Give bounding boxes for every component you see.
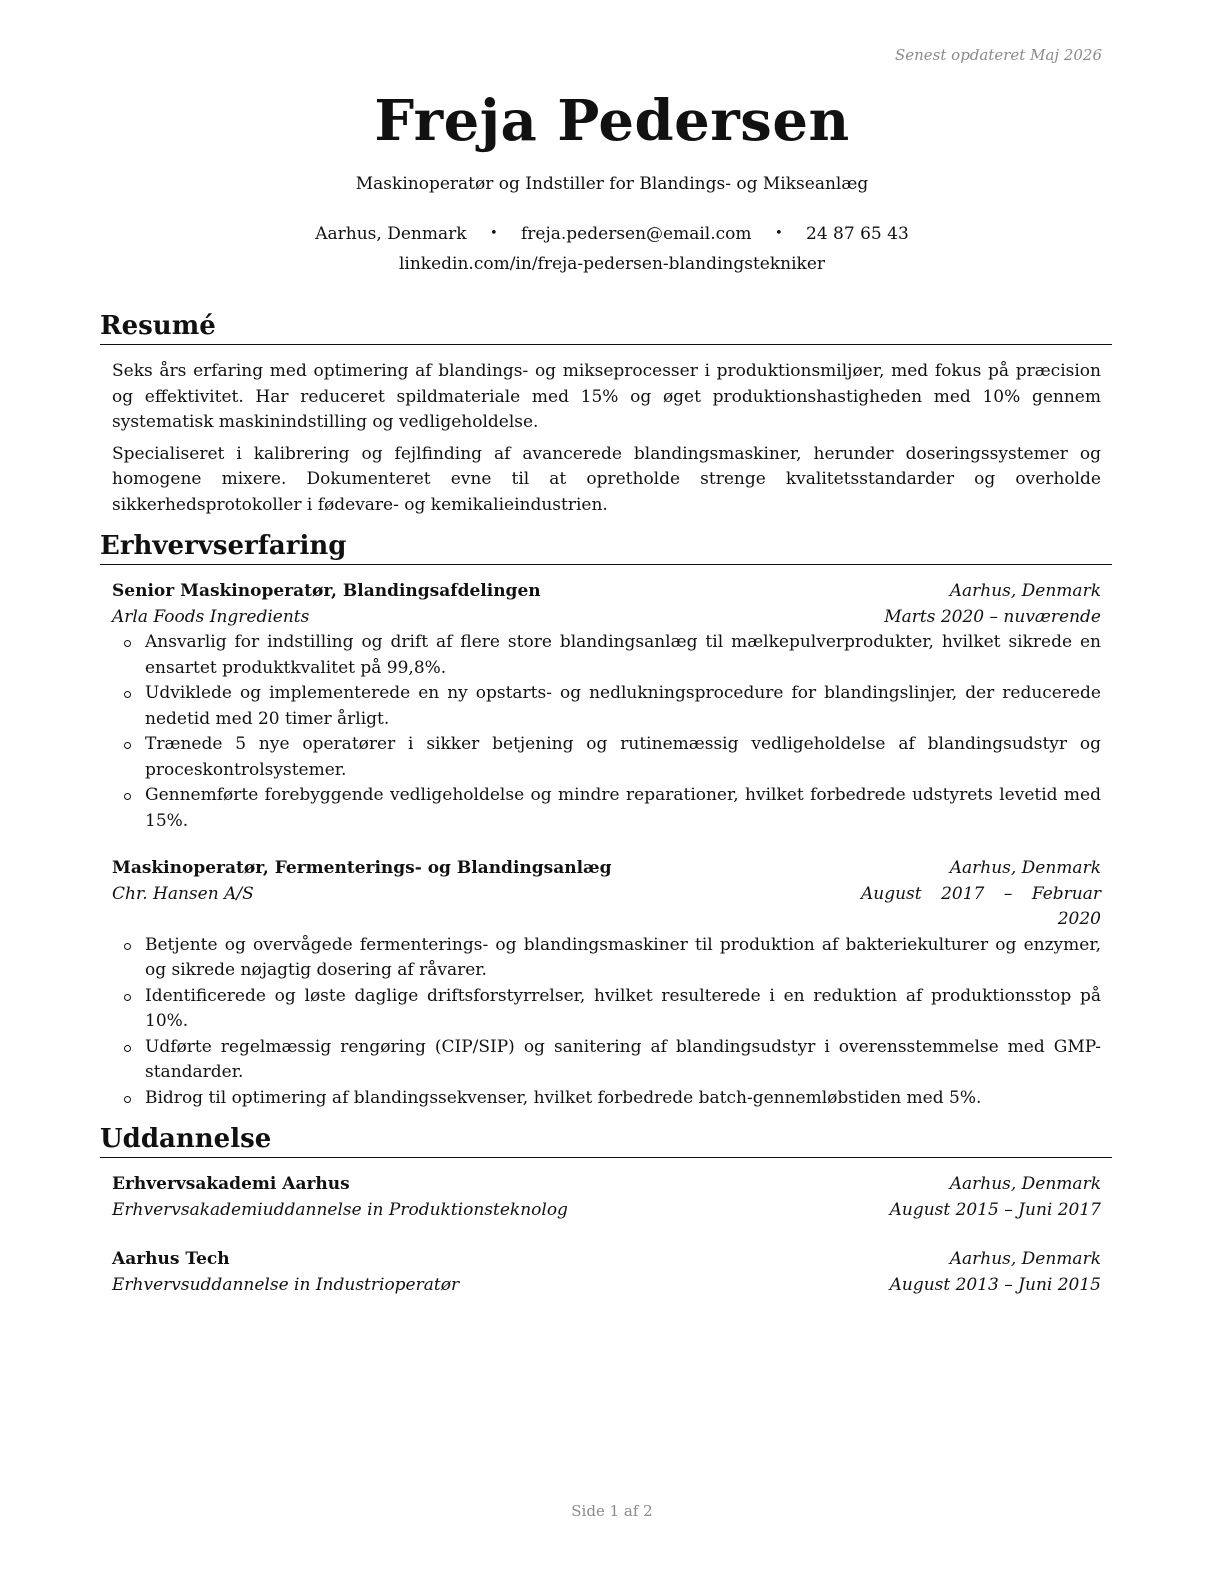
job-role: Senior Maskinoperatør, Blandingsafdelingen xyxy=(112,581,541,601)
job-title: Maskinoperatør og Indstiller for Blandings- og Mikseanlæg xyxy=(355,174,869,194)
page-number: Side 1 af 2 xyxy=(571,1502,653,1520)
job-entry xyxy=(112,579,1101,834)
experience-section xyxy=(100,530,1112,1111)
section-title-experience: Erhvervserfaring xyxy=(100,530,1112,565)
school-name: Aarhus Tech xyxy=(112,1249,230,1269)
contact-linkedin[interactable]: linkedin.com/in/freja-pedersen-blandingstekniker xyxy=(398,254,826,274)
job-location: Aarhus, Denmark xyxy=(949,581,1101,601)
separator-dot: • xyxy=(774,226,783,241)
section-title-summary: Resumé xyxy=(100,310,1112,345)
resume-header xyxy=(0,88,1224,274)
summary-paragraph: Seks års erfaring med optimering af blandings- og mikseprocesser i produktionsmiljøer, med fokus på præcision og effektivitet. Har reduceret spildmateriale med 15% og øget produktionshastigheden med 10% gennem systematisk maskinindstilling og vedligeholdelse. xyxy=(112,361,1101,432)
education-entry xyxy=(112,1172,1101,1223)
job-bullets xyxy=(112,933,1101,1112)
job-entry xyxy=(112,856,1101,1111)
job-dates: August 2017 – Februar 2020 xyxy=(861,883,1101,929)
job-bullet: Gennemførte forebyggende vedligeholdelse og mindre reparationer, hvilket forbedrede udstyrets levetid med 15%. xyxy=(112,783,1101,834)
contact-phone: 24 87 65 43 xyxy=(806,224,909,244)
job-bullet: Identificerede og løste daglige driftsforstyrrelser, hvilket resulterede i en reduktion af produktionsstop på 10%. xyxy=(112,984,1101,1035)
degree-name: Erhvervsakademiuddannelse in Produktionsteknolog xyxy=(112,1199,568,1220)
education-dates: August 2015 – Juni 2017 xyxy=(889,1199,1101,1220)
job-bullet: Trænede 5 nye operatører i sikker betjening og rutinemæssig vedligeholdelse af blandingsudstyr og proceskontrolsystemer. xyxy=(112,732,1101,783)
education-section xyxy=(100,1123,1112,1298)
education-entry xyxy=(112,1247,1101,1298)
summary-paragraph: Specialiseret i kalibrering og fejlfinding af avancerede blandingsmaskiner, herunder doseringssystemer og homogene mixere. Dokumenteret evne til at opretholde strenge kvalitetsstandarder og overholde sikkerhedsprotokoller i fødevare- og kemikalieindustrien. xyxy=(112,443,1101,515)
contact-location: Aarhus, Denmark xyxy=(315,224,467,244)
degree-name: Erhvervsuddannelse in Industrioperatør xyxy=(112,1274,460,1295)
job-bullet: Bidrog til optimering af blandingssekvenser, hvilket forbedrede batch-gennemløbstiden med 5%. xyxy=(112,1086,1101,1112)
last-updated-note: Senest opdateret Maj 2026 xyxy=(894,46,1102,64)
job-bullet: Betjente og overvågede fermenterings- og blandingsmaskiner til produktion af bakteriekulturer og enzymer, og sikrede nøjagtig dosering af råvarer. xyxy=(112,933,1101,984)
candidate-name: Freja Pedersen xyxy=(374,88,850,154)
job-bullet: Ansvarlig for indstilling og drift af flere store blandingsanlæg til mælkepulverprodukter, hvilket sikrede en ensartet produktkvalitet på 99,8%. xyxy=(112,630,1101,681)
contact-email[interactable]: freja.pedersen@email.com xyxy=(521,224,752,244)
summary-section xyxy=(100,310,1112,518)
job-location: Aarhus, Denmark xyxy=(949,858,1101,878)
education-dates: August 2013 – Juni 2015 xyxy=(889,1274,1101,1295)
school-location: Aarhus, Denmark xyxy=(949,1174,1101,1194)
contact-line xyxy=(0,224,1224,244)
job-role: Maskinoperatør, Fermenterings- og Blandingsanlæg xyxy=(112,858,612,878)
job-bullet: Udførte regelmæssig rengøring (CIP/SIP) og sanitering af blandingsudstyr i overensstemmelse med GMP-standarder. xyxy=(112,1035,1101,1086)
section-title-education: Uddannelse xyxy=(100,1123,1112,1158)
school-name: Erhvervsakademi Aarhus xyxy=(112,1174,350,1194)
separator-dot: • xyxy=(489,226,498,241)
job-company: Chr. Hansen A/S xyxy=(112,883,254,904)
job-dates: Marts 2020 – nuværende xyxy=(884,606,1101,627)
job-bullet: Udviklede og implementerede en ny opstarts- og nedlukningsprocedure for blandingslinjer, der reducerede nedetid med 20 timer årligt. xyxy=(112,681,1101,732)
job-company: Arla Foods Ingredients xyxy=(112,606,310,627)
school-location: Aarhus, Denmark xyxy=(949,1249,1101,1269)
resume-body xyxy=(100,310,1112,1310)
job-bullets xyxy=(112,630,1101,834)
